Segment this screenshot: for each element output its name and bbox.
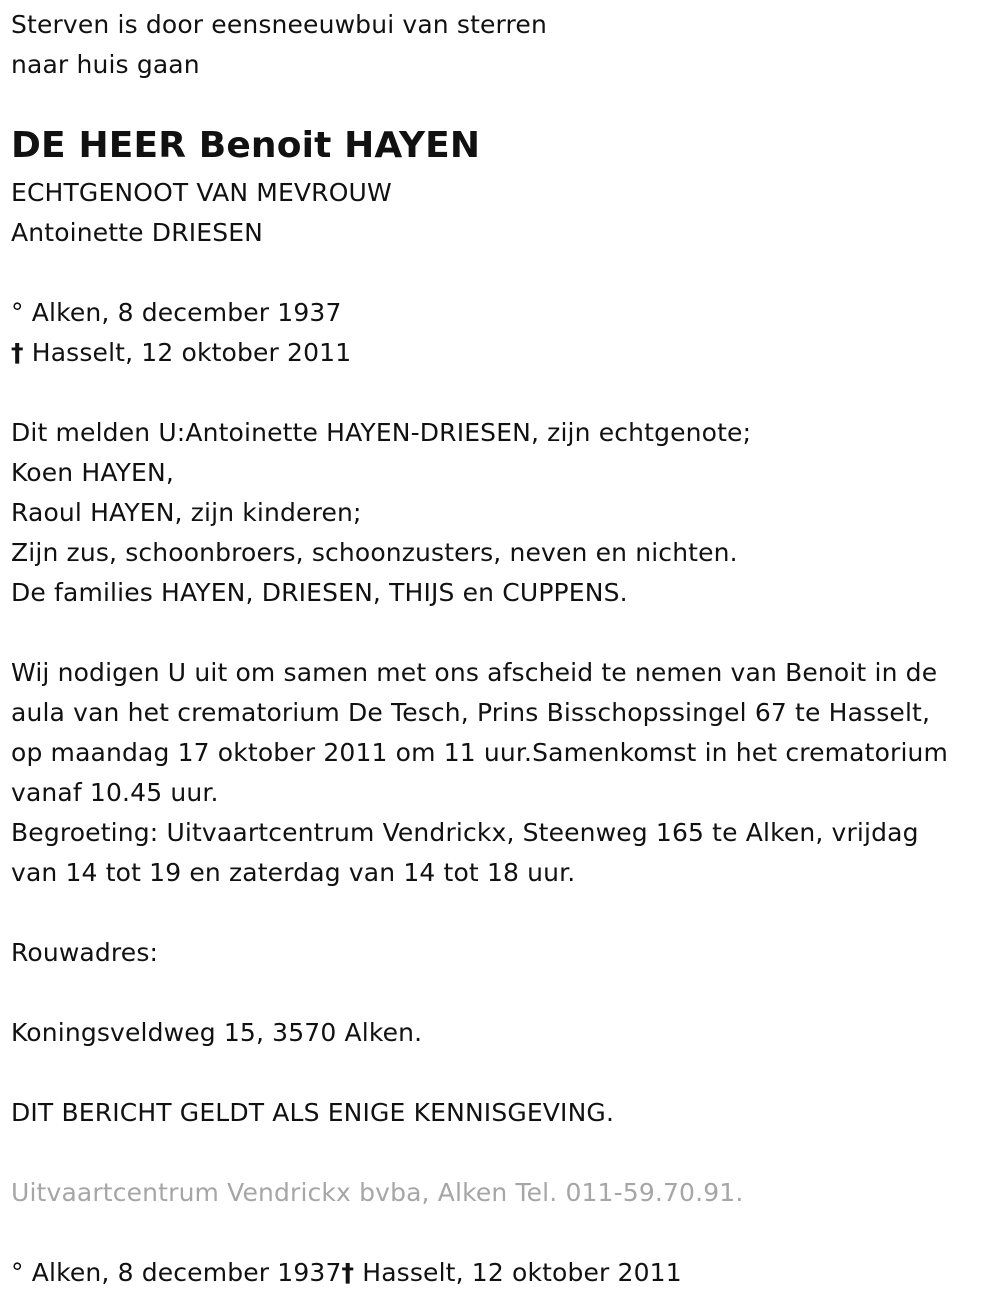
death-text: Hasselt, 12 oktober 2011 — [31, 338, 352, 367]
invitation-line: aula van het crematorium De Tesch, Prins Bisschopssingel 67 te Hasselt, — [11, 698, 931, 727]
announcer-line: Dit melden U:Antoinette HAYEN-DRIESEN, zijn echtgenote; — [11, 418, 752, 447]
invitation-line: Wij nodigen U uit om samen met ons afscheid te nemen van Benoit in de — [11, 658, 938, 687]
birth-symbol: ° — [11, 298, 24, 327]
birth-text: Alken, 8 december 1937 — [31, 298, 342, 327]
footer-cross-icon: † — [341, 1258, 355, 1287]
footer-birth-symbol: ° — [11, 1258, 24, 1287]
announcer-line: De families HAYEN, DRIESEN, THIJS en CUPPENS. — [11, 578, 628, 607]
motto-line-1: Sterven is door eensneeuwbui van sterren — [11, 10, 547, 39]
birth-line — [11, 293, 342, 333]
announcer-line: Koen HAYEN, — [11, 458, 174, 487]
mourning-address: Koningsveldweg 15, 3570 Alken. — [11, 1018, 423, 1047]
motto-line-2: naar huis gaan — [11, 50, 200, 79]
invitation-line: Begroeting: Uitvaartcentrum Vendrickx, Steenweg 165 te Alken, vrijdag — [11, 818, 919, 847]
footer-dates — [11, 1253, 682, 1293]
announcer-line: Zijn zus, schoonbroers, schoonzusters, neven en nichten. — [11, 538, 738, 567]
footer-birth-text: Alken, 8 december 1937 — [31, 1258, 342, 1287]
death-line — [11, 333, 351, 373]
mourning-address-label: Rouwadres: — [11, 938, 159, 967]
cross-icon: † — [11, 338, 24, 367]
spouse-name: Antoinette DRIESEN — [11, 218, 264, 247]
invitation-line: vanaf 10.45 uur. — [11, 778, 219, 807]
footer-death-text: Hasselt, 12 oktober 2011 — [362, 1258, 682, 1287]
invitation-line: van 14 tot 19 en zaterdag van 14 tot 18 uur. — [11, 858, 576, 887]
relation-text: ECHTGENOOT VAN MEVROUW — [11, 178, 392, 207]
funeral-home-text: Uitvaartcentrum Vendrickx bvba, Alken Tel. 011-59.70.91. — [11, 1178, 744, 1207]
notice-text: DIT BERICHT GELDT ALS ENIGE KENNISGEVING. — [11, 1098, 615, 1127]
invitation-line: op maandag 17 oktober 2011 om 11 uur.Samenkomst in het crematorium — [11, 738, 949, 767]
announcer-line: Raoul HAYEN, zijn kinderen; — [11, 498, 362, 527]
deceased-name: DE HEER Benoit HAYEN — [11, 125, 481, 166]
